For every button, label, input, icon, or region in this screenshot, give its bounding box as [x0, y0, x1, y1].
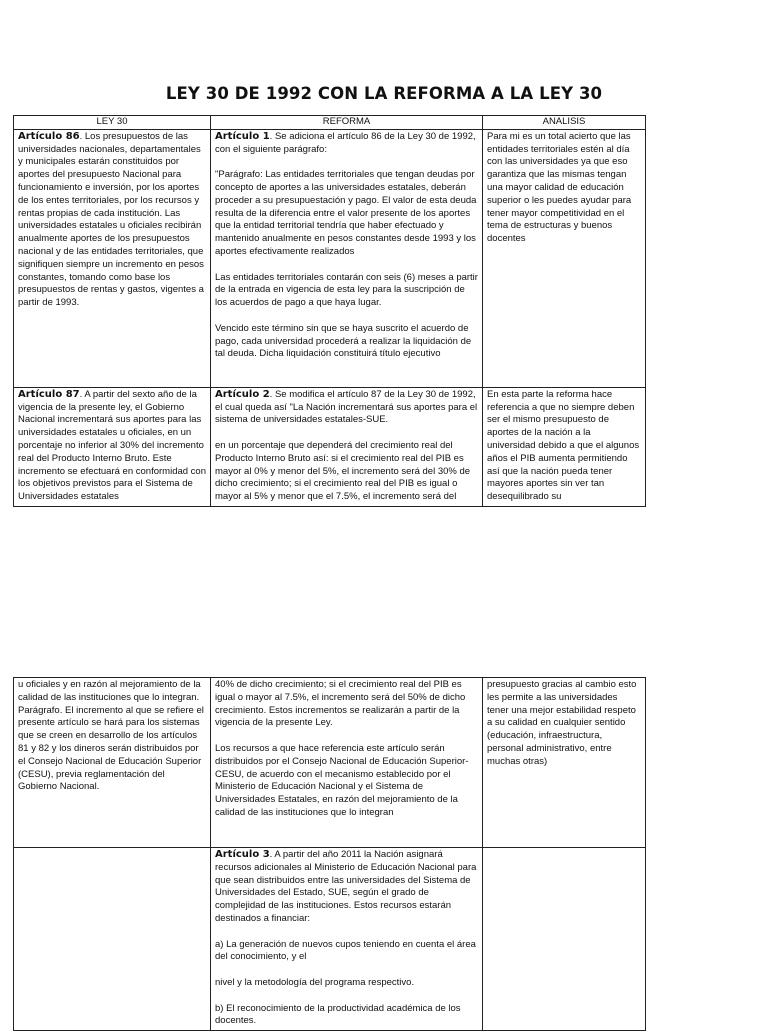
cell-analisis: Para mi es un total acierto que las entidades territoriales estén al día con las universidades ya que eso garantiza que las mismas tengan una mayor calidad de educación superior o les puedes ayudar para tener mayor competitividad en el tema de estructuras y buenos docentes — [483, 129, 646, 387]
article-text: . A partir del año 2011 la Nación asignará recursos adicionales al Ministerio de Educación Nacional para que sean distribuidos entre las universidades del Sistema de Universidades del Estado, SUE, según el grado de complejidad de las instituciones. Estos recursos estarán destinados a financiar: — [215, 849, 477, 924]
header-analisis: ANALISIS — [483, 116, 646, 130]
article-text: . Se modifica el artículo 87 de la Ley 30 de 1992, el cual queda así "La Nación incrementará sus aportes para el sistema de universidades estatales-SUE. — [215, 388, 478, 426]
article-label: Artículo 2 — [215, 388, 270, 400]
document-title: LEY 30 DE 1992 CON LA REFORMA A LA LEY 30 — [165, 84, 603, 103]
cell-reforma — [211, 848, 483, 1031]
table-row-articulo-3 — [14, 848, 646, 1031]
reforma-paragraph: en un porcentaje que dependerá del crecimiento real del Producto Interno Bruto así: si el crecimiento real del PIB es mayor al 0% y menor del 5%, el incremento será del 30% de dicho crecimiento; si el crecimiento real del PIB es igual o mayor al 5% y menor que el 7.5%, el incremento será del — [215, 439, 471, 503]
article-label: Artículo 3 — [215, 849, 270, 860]
reforma-paragraph: Los recursos a que hace referencia este artículo serán distribuidos por el Consejo Nacional de Educación Superior-CESU, de acuerdo con el mecanismo establecido por el Ministerio de Educación Nacional y el Sistema de Universidades Estatales, en razón del mejoramiento de la calidad de las instituciones que lo integran — [215, 742, 469, 818]
article-label: Artículo 87 — [18, 388, 80, 400]
reforma-paragraph: a) La generación de nuevos cupos teniendo en cuenta el área del conocimiento, y el — [215, 938, 476, 963]
table-row-articulo-87 — [14, 387, 646, 506]
reforma-paragraph: Las entidades territoriales contarán con seis (6) meses a partir de la entrada en vigencia de esta ley para la suscripción de los acuerdos de pago a que haya lugar. — [215, 271, 478, 309]
reforma-paragraph: b) El reconocimiento de la productividad académica de los docentes. — [215, 1002, 461, 1027]
article-text: . Los presupuestos de las universidades nacionales, departamentales y municipales estarán constituidos por aportes del presupuesto Nacional para funcionamiento e inversión, por los aportes de los entes territoriales, por los recursos y rentas propias de cada institución. Las universidades estatales u oficiales recibirán anualmente aportes de los presupuestos nacional y de las entidades territoriales, que signifiquen siempre un incremento en pesos constantes, tomando como base los presupuestos de rentas y gastos, vigentes a partir de 1993. — [18, 130, 204, 309]
article-label: Artículo 1 — [215, 130, 270, 142]
reforma-paragraph: Vencido este término sin que se haya suscrito el acuerdo de pago, cada universidad procederá a realizar la liquidación de tal deuda. Dicha liquidación constituirá título ejecutivo — [215, 322, 472, 360]
table-row-articulo-86 — [14, 129, 646, 387]
table-row-continuation — [14, 678, 646, 848]
ley-paragraph: Parágrafo. El incremento al que se refiere el presente artículo se hará para los sistemas que se creen en desarrollo de los artículos 81 y 82 y los dineros serán distribuidos por el Consejo Nacional de Educación Superior (CESU), previa reglamentación del Gobierno Nacional. — [18, 704, 204, 793]
cell-ley-empty — [14, 848, 211, 1031]
article-text: . Se adiciona el artículo 86 de la Ley 30 de 1992, con el siguiente parágrafo: — [215, 130, 476, 155]
analisis-text: En esta parte la reforma hace referencia a que no siempre deben ser el mismo presupuesto de aportes de la nación a la universidad debido a que el algunos años el PIB aumenta permitiendo así que la nación pueda tener mayores aportes sin ver tan desequilibrado su — [487, 388, 640, 503]
comparison-table-page2 — [13, 677, 646, 1031]
article-text: . A partir del sexto año de la vigencia de la presente ley, el Gobierno Nacional incrementará sus aportes para las universidades estatales u oficiales, en un porcentaje no inferior al 30% del incremento real del Producto Interno Bruto. Este incremento se efectuará en conformidad con los objetivos previstos para el Sistema de Universidades estatales — [18, 388, 206, 503]
cell-ley — [14, 387, 211, 506]
cell-reforma — [211, 678, 483, 848]
cell-analisis-empty — [483, 848, 646, 1031]
comparison-table-page1 — [13, 115, 646, 507]
cell-analisis: presupuesto gracias al cambio esto les permite a las universidades tener una mejor estabilidad respeto a su calidad en cualquier sentido (educación, infraestructura, personal administrativo, entre muchas otras) — [483, 678, 646, 848]
cell-analisis — [483, 387, 646, 506]
reforma-paragraph: nivel y la metodología del programa respectivo. — [215, 976, 415, 988]
ley-paragraph: u oficiales y en razón al mejoramiento de la calidad de las instituciones que lo integran. — [18, 679, 201, 703]
article-label: Artículo 86 — [18, 130, 80, 142]
header-reforma: REFORMA — [211, 116, 483, 130]
table-header-row — [14, 116, 646, 130]
cell-ley — [14, 678, 211, 848]
cell-reforma — [211, 387, 483, 506]
reforma-paragraph: "Parágrafo: Las entidades territoriales que tengan deudas por concepto de aportes a las universidades estatales, deberán proceder a su presupuestación y pago. El valor de esta deuda resulta de la diferencia entre el valor presente de los aportes que la entidad territorial tendría que haber efectuado y mantenido anualmente en pesos constantes desde 1993 y los aportes efectivamente realizados — [215, 169, 477, 257]
reforma-paragraph: 40% de dicho crecimiento; si el crecimiento real del PIB es igual o mayor al 7.5%, el incremento será del 50% de dicho crecimiento. Estos incrementos se realizarán a partir de la vigencia de la presente Ley. — [215, 679, 466, 729]
cell-ley — [14, 129, 211, 387]
header-ley30: LEY 30 — [14, 116, 211, 130]
cell-reforma — [211, 129, 483, 387]
